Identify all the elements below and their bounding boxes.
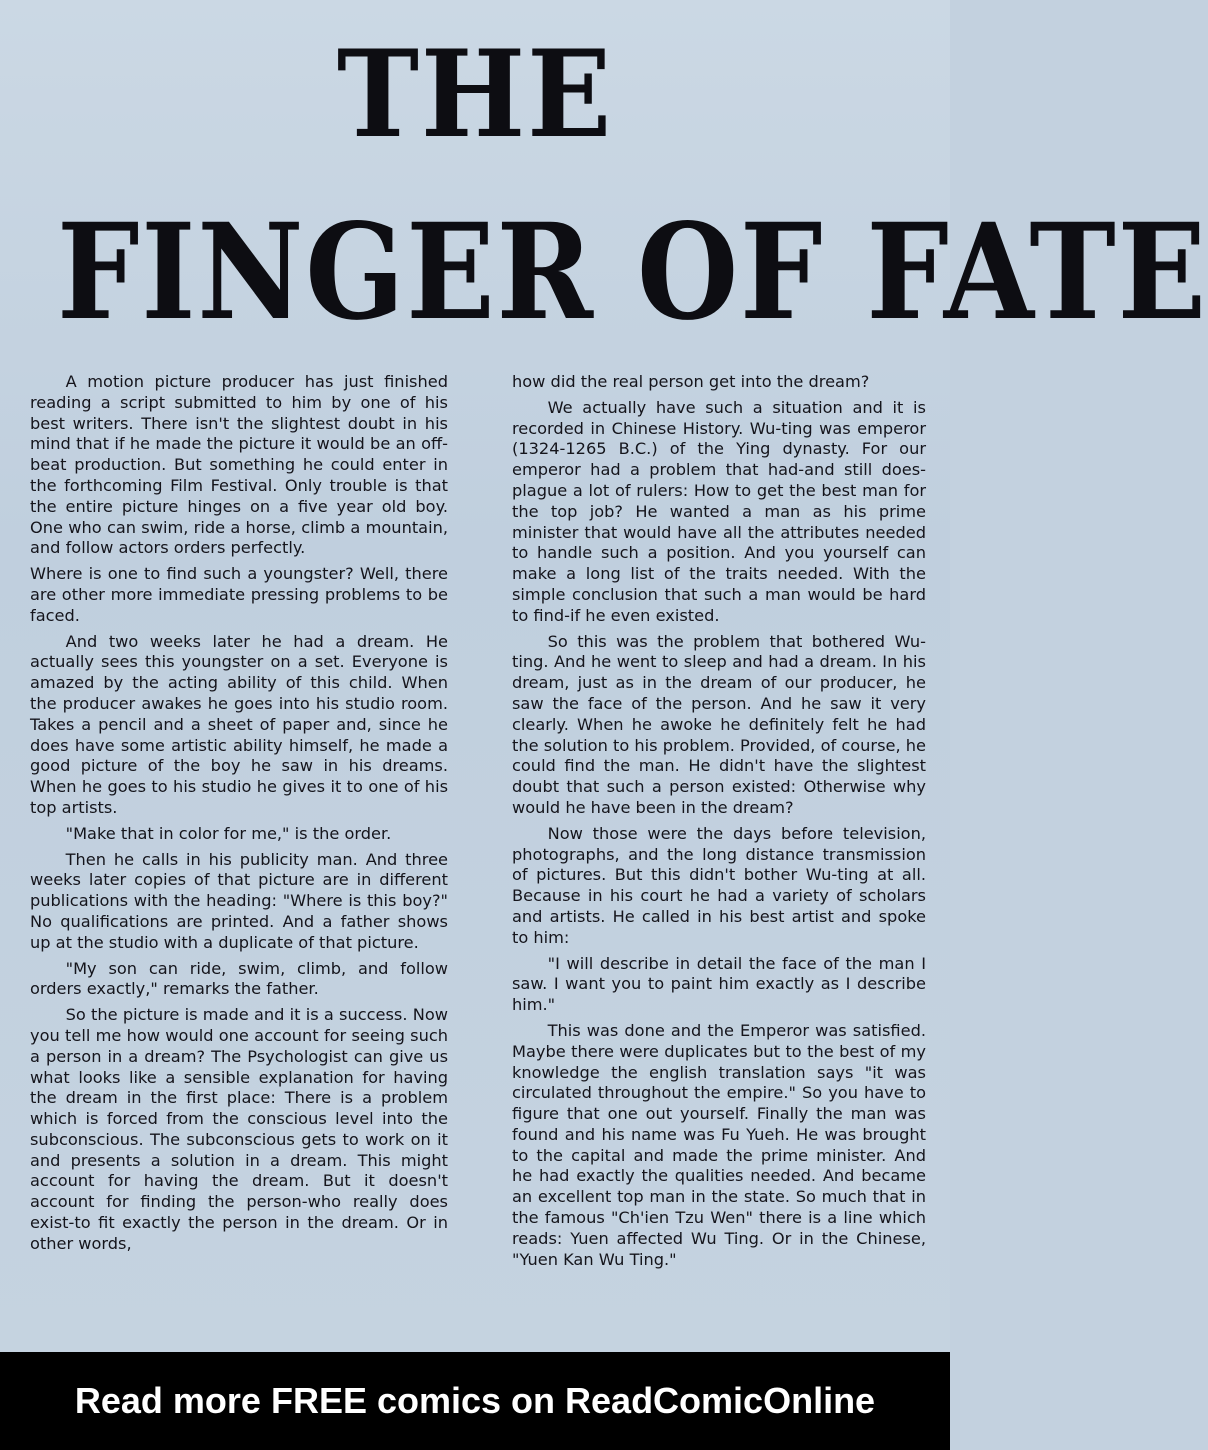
- paragraph: how did the real person get into the dream?: [512, 372, 870, 391]
- paragraph: "I will describe in detail the face of the man I saw. I want you to paint him exactly as I describe him.": [512, 953, 926, 1015]
- article-right-column: [512, 372, 926, 1275]
- paragraph: We actually have such a situation and it is recorded in Chinese History. Wu-ting was emperor (1324-1265 B.C.) of the Ying dynasty. For our emperor had a problem that had-and still does-plague a lot of rulers: How to get the best man for the top job? He wanted a man as his prime minister that would have all the attributes needed to handle such a position. And you yourself can make a long list of the traits needed. With the simple conclusion that such a man would be hard to find-if he even existed.: [512, 397, 926, 625]
- paragraph: Then he calls in his publicity man. And three weeks later copies of that picture are in different publications with the heading: "Where is this boy?" No qualifications are printed. And a father shows up at the studio with a duplicate of that picture.: [30, 849, 448, 952]
- paragraph: And two weeks later he had a dream. He actually sees this youngster on a set. Everyone is amazed by the acting ability of this child. When the producer awakes he goes into his studio room. Takes a pencil and a sheet of paper and, since he does have some artistic ability himself, he made a good picture of the boy he saw in his dreams. When he goes to his studio he gives it to one of his top artists.: [30, 631, 448, 817]
- title-line-1: THE: [336, 24, 614, 165]
- paragraph: A motion picture producer has just finished reading a script submitted to him by one of his best writers. There isn't the slightest doubt in his mind that if he made the picture it would be an off-beat production. But something he could enter in the forthcoming Film Festival. Only trouble is that the entire picture hinges on a five year old boy. One who can swim, ride a horse, climb a mountain, and follow actors orders perfectly.: [30, 372, 448, 558]
- paragraph: Where is one to find such a youngster? Well, there are other more immediate pressing problems to be faced.: [30, 564, 448, 625]
- promo-banner: [0, 1352, 950, 1450]
- paragraph: This was done and the Emperor was satisfied. Maybe there were duplicates but to the best of my knowledge the english translation says "it was circulated throughout the empire." So you have to figure that one out yourself. Finally the man was found and his name was Fu Yueh. He was brought to the capital and made the prime minister. And he had exactly the qualities needed. And became an excellent top man in the state. So much that in the famous "Ch'ien Tzu Wen" there is a line which reads: Yuen affected Wu Ting. Or in the Chinese, "Yuen Kan Wu Ting.": [512, 1020, 926, 1269]
- title-line-2: FINGER OF FATE: [57, 195, 1208, 350]
- promo-banner-text: Read more FREE comics on ReadComicOnline: [74, 1380, 876, 1421]
- paragraph: Now those were the days before television, photographs, and the long distance transmission of pictures. But this didn't bother Wu-ting at all. Because in his court he had a variety of scholars and artists. He called in his best artist and spoke to him:: [512, 823, 926, 947]
- paragraph: "My son can ride, swim, climb, and follow orders exactly," remarks the father.: [30, 958, 448, 999]
- article-left-column: [30, 372, 448, 1260]
- paragraph: So the picture is made and it is a success. Now you tell me how would one account for seeing such a person in a dream? The Psychologist can give us what looks like a sensible explanation for having the dream in the first place: There is a problem which is forced from the conscious level into the subconscious. The subconscious gets to work on it and presents a solution in a dream. This might account for having the dream. But it doesn't account for finding the person-who really does exist-to fit exactly the person in the dream. Or in other words,: [30, 1005, 448, 1253]
- paragraph: "Make that in color for me," is the order.: [65, 823, 392, 843]
- paragraph: So this was the problem that bothered Wu-ting. And he went to sleep and had a dream. In his dream, just as in the dream of our producer, he saw the face of the person. And he saw it very clearly. When he awoke he definitely felt he had the solution to his problem. Provided, of course, he could find the man. He didn't have the slightest doubt that such a person existed: Otherwise why would he have been in the dream?: [512, 631, 926, 817]
